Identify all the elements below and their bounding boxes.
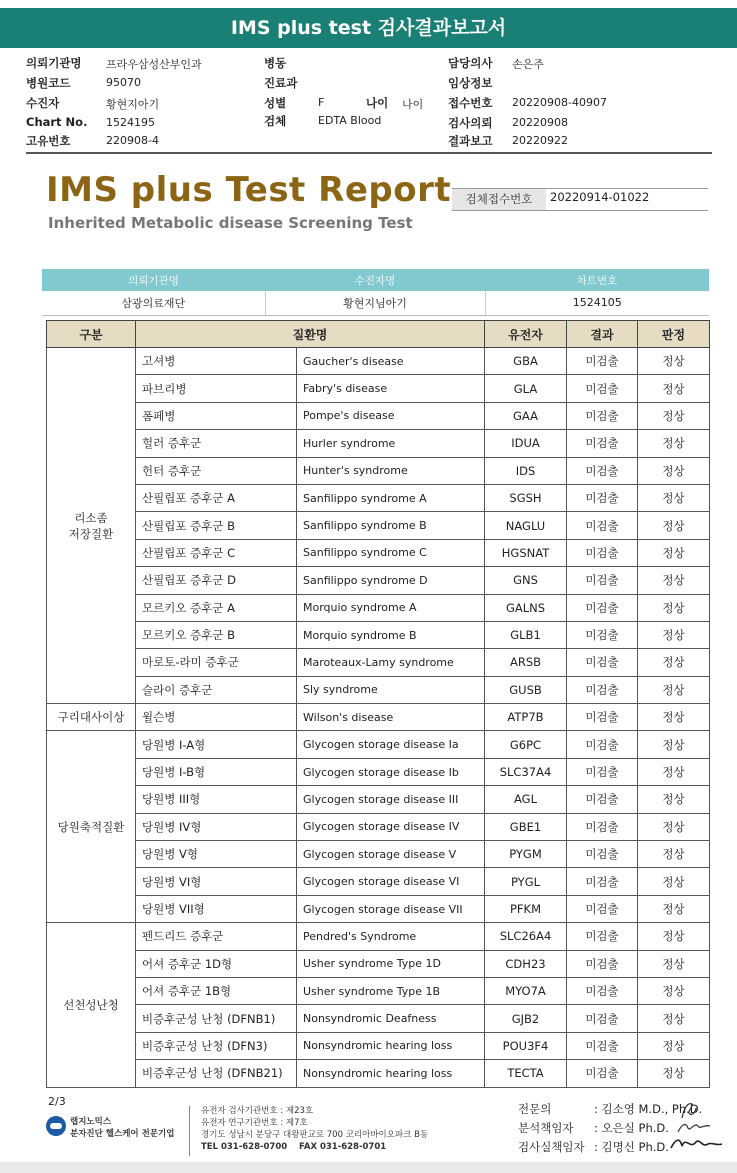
table-row — [47, 841, 710, 868]
result-cell: 미검출 — [567, 348, 638, 375]
result-cell: 미검출 — [567, 484, 638, 511]
disease-korean-cell: 폼페병 — [136, 402, 297, 429]
header-value: 20220908-40907 — [512, 96, 607, 109]
header-value: 20220908 — [512, 116, 568, 129]
verdict-cell: 정상 — [638, 539, 710, 566]
disease-korean-cell: 마로토-라미 증후군 — [136, 649, 297, 676]
signer-role: 분석책임자 — [518, 1121, 574, 1135]
signature-mark-icon — [668, 1134, 724, 1154]
disease-korean-cell: 비증후군성 난청 (DFN3) — [136, 1032, 297, 1059]
table-row — [47, 430, 710, 457]
patient-header: 수진자명 — [265, 269, 485, 291]
verdict-cell: 정상 — [638, 375, 710, 402]
result-cell: 미검출 — [567, 704, 638, 731]
gene-cell: GALNS — [485, 594, 567, 621]
disease-english-cell: Sly syndrome — [297, 676, 485, 703]
verdict-cell: 정상 — [638, 841, 710, 868]
verdict-cell: 정상 — [638, 594, 710, 621]
reception-label: 검체접수번호 — [452, 189, 546, 210]
logo-tagline: 분자진단 헬스케어 전문기업 — [70, 1129, 175, 1139]
org-line: 유전자 검사기관번호 : 제23호 — [201, 1106, 314, 1116]
patient-value: 1524105 — [485, 291, 709, 315]
table-row — [47, 731, 710, 758]
disease-korean-cell: 산필립포 증후군 B — [136, 512, 297, 539]
table-row — [47, 813, 710, 840]
gene-cell: GBA — [485, 348, 567, 375]
result-cell: 미검출 — [567, 758, 638, 785]
patient-header: 차트번호 — [485, 269, 709, 291]
result-cell: 미검출 — [567, 977, 638, 1004]
verdict-cell: 정상 — [638, 923, 710, 950]
gene-cell: PYGL — [485, 868, 567, 895]
gene-cell: ATP7B — [485, 704, 567, 731]
disease-english-cell: Nonsyndromic hearing loss — [297, 1060, 485, 1087]
header-value: F — [318, 96, 325, 109]
disease-korean-cell: 모르키오 증후군 B — [136, 621, 297, 648]
gene-cell: G6PC — [485, 731, 567, 758]
disease-english-cell: Maroteaux-Lamy syndrome — [297, 649, 485, 676]
signer-name: : 오은실 Ph.D. — [594, 1121, 669, 1135]
patient-header: 의뢰기관명 — [42, 269, 265, 291]
specimen-reception-box — [452, 188, 708, 211]
result-cell: 미검출 — [567, 512, 638, 539]
page-number: 2/3 — [48, 1095, 66, 1108]
col-header-gene: 유전자 — [485, 321, 567, 348]
reception-value: 20220914-01022 — [550, 190, 650, 204]
table-row — [47, 977, 710, 1004]
header-label: 진료과 — [264, 76, 298, 90]
result-cell: 미검출 — [567, 430, 638, 457]
disease-english-cell: Morquio syndrome B — [297, 621, 485, 648]
patient-value: 황현지님아기 — [265, 291, 485, 315]
gene-cell: GLB1 — [485, 621, 567, 648]
disease-korean-cell: 당원병 V형 — [136, 841, 297, 868]
verdict-cell: 정상 — [638, 484, 710, 511]
gene-cell: AGL — [485, 786, 567, 813]
header-label: 접수번호 — [448, 96, 493, 110]
header-value: 나이 — [402, 98, 424, 111]
disease-english-cell: Pompe's disease — [297, 402, 485, 429]
disease-english-cell: Gaucher's disease — [297, 348, 485, 375]
col-header-disease: 질환명 — [136, 321, 485, 348]
disease-korean-cell: 비증후군성 난청 (DFNB21) — [136, 1060, 297, 1087]
disease-korean-cell: 당원병 I-A형 — [136, 731, 297, 758]
table-row — [47, 950, 710, 977]
verdict-cell: 정상 — [638, 950, 710, 977]
gene-cell: IDS — [485, 457, 567, 484]
gene-cell: SGSH — [485, 484, 567, 511]
disease-english-cell: Nonsyndromic Deafness — [297, 1005, 485, 1032]
signer-name: : 김소영 M.D., Ph.D. — [594, 1102, 703, 1116]
disease-korean-cell: 펜드리드 증후군 — [136, 923, 297, 950]
gene-cell: CDH23 — [485, 950, 567, 977]
org-fax: FAX 031-628-0701 — [299, 1142, 387, 1152]
result-cell: 미검출 — [567, 457, 638, 484]
category-cell: 선천성난청 — [47, 923, 136, 1087]
header-label: 검사의뢰 — [448, 116, 493, 130]
report-title: IMS plus Test Report — [46, 170, 452, 210]
verdict-cell: 정상 — [638, 758, 710, 785]
gene-cell: GLA — [485, 375, 567, 402]
org-info — [201, 1105, 428, 1153]
footer-divider — [189, 1106, 190, 1156]
table-row — [47, 895, 710, 922]
table-row — [47, 923, 710, 950]
header-label: 수진자 — [26, 96, 60, 110]
table-row — [47, 868, 710, 895]
gene-cell: PFKM — [485, 895, 567, 922]
category-cell: 구리대사이상 — [47, 704, 136, 731]
disease-korean-cell: 헐러 증후군 — [136, 430, 297, 457]
disease-korean-cell: 당원병 I-B형 — [136, 758, 297, 785]
result-cell: 미검출 — [567, 621, 638, 648]
result-cell: 미검출 — [567, 923, 638, 950]
signer-name: : 김명신 Ph.D. — [594, 1140, 669, 1154]
result-cell: 미검출 — [567, 895, 638, 922]
result-cell: 미검출 — [567, 402, 638, 429]
header-value: 프라우삼성산부인과 — [106, 58, 202, 71]
header-value: 220908-4 — [106, 134, 159, 147]
table-row — [47, 649, 710, 676]
disease-english-cell: Usher syndrome Type 1B — [297, 977, 485, 1004]
col-header-verdict: 판정 — [638, 321, 710, 348]
gene-cell: HGSNAT — [485, 539, 567, 566]
patient-summary-table — [42, 269, 709, 316]
disease-korean-cell: 산필립포 증후군 D — [136, 567, 297, 594]
disease-english-cell: Glycogen storage disease VII — [297, 895, 485, 922]
report-banner-title: IMS plus test 검사결과보고서 — [0, 8, 737, 48]
result-cell: 미검출 — [567, 1060, 638, 1087]
gene-cell: MYO7A — [485, 977, 567, 1004]
result-cell: 미검출 — [567, 786, 638, 813]
org-tel: TEL 031-628-0700 — [201, 1142, 288, 1152]
gene-cell: IDUA — [485, 430, 567, 457]
verdict-cell: 정상 — [638, 1032, 710, 1059]
disease-korean-cell: 고셔병 — [136, 348, 297, 375]
result-cell: 미검출 — [567, 731, 638, 758]
header-label: 병동 — [264, 56, 287, 70]
disease-korean-cell: 어셔 증후군 1B형 — [136, 977, 297, 1004]
header-divider — [26, 152, 712, 154]
logo-mark-icon — [46, 1116, 66, 1136]
table-row — [47, 676, 710, 703]
disease-korean-cell: 모르키오 증후군 A — [136, 594, 297, 621]
table-row — [47, 375, 710, 402]
result-cell: 미검출 — [567, 1005, 638, 1032]
header-value: 황현지아기 — [106, 98, 160, 111]
disease-english-cell: Wilson's disease — [297, 704, 485, 731]
disease-english-cell: Hunter's syndrome — [297, 457, 485, 484]
gene-cell: GBE1 — [485, 813, 567, 840]
result-cell: 미검출 — [567, 594, 638, 621]
header-label: 검체 — [264, 114, 287, 128]
header-label: 고유번호 — [26, 134, 71, 148]
results-table — [46, 320, 710, 1088]
verdict-cell: 정상 — [638, 1060, 710, 1087]
disease-english-cell: Pendred's Syndrome — [297, 923, 485, 950]
gene-cell: PYGM — [485, 841, 567, 868]
gene-cell: ARSB — [485, 649, 567, 676]
table-row — [47, 567, 710, 594]
verdict-cell: 정상 — [638, 457, 710, 484]
result-cell: 미검출 — [567, 841, 638, 868]
table-row — [47, 1060, 710, 1087]
table-row — [47, 1005, 710, 1032]
disease-english-cell: Usher syndrome Type 1D — [297, 950, 485, 977]
page-bottom-band — [0, 1162, 737, 1173]
disease-english-cell: Fabry's disease — [297, 375, 485, 402]
header-label: 병원코드 — [26, 76, 71, 90]
category-cell: 당원축적질환 — [47, 731, 136, 923]
verdict-cell: 정상 — [638, 731, 710, 758]
verdict-cell: 정상 — [638, 676, 710, 703]
header-label: 결과보고 — [448, 134, 493, 148]
verdict-cell: 정상 — [638, 512, 710, 539]
table-row — [47, 594, 710, 621]
disease-english-cell: Glycogen storage disease VI — [297, 868, 485, 895]
table-row — [47, 402, 710, 429]
result-cell: 미검출 — [567, 649, 638, 676]
disease-korean-cell: 산필립포 증후군 C — [136, 539, 297, 566]
disease-korean-cell: 어셔 증후군 1D형 — [136, 950, 297, 977]
patient-value: 삼광의료재단 — [42, 291, 265, 315]
disease-english-cell: Nonsyndromic hearing loss — [297, 1032, 485, 1059]
table-row — [47, 457, 710, 484]
result-cell: 미검출 — [567, 375, 638, 402]
verdict-cell: 정상 — [638, 868, 710, 895]
disease-english-cell: Sanfilippo syndrome A — [297, 484, 485, 511]
disease-english-cell: Sanfilippo syndrome D — [297, 567, 485, 594]
disease-korean-cell: 당원병 IV형 — [136, 813, 297, 840]
request-info-header — [26, 55, 716, 155]
verdict-cell: 정상 — [638, 649, 710, 676]
gene-cell: SLC26A4 — [485, 923, 567, 950]
table-row — [47, 348, 710, 375]
disease-english-cell: Glycogen storage disease III — [297, 786, 485, 813]
header-label: 담당의사 — [448, 56, 493, 70]
disease-korean-cell: 헌터 증후군 — [136, 457, 297, 484]
table-row — [47, 512, 710, 539]
disease-english-cell: Glycogen storage disease Ia — [297, 731, 485, 758]
verdict-cell: 정상 — [638, 786, 710, 813]
header-value: 95070 — [106, 76, 141, 89]
gene-cell: GAA — [485, 402, 567, 429]
disease-korean-cell: 윌슨병 — [136, 704, 297, 731]
table-row — [47, 1032, 710, 1059]
report-subtitle: Inherited Metabolic disease Screening Test — [48, 214, 413, 232]
header-value: EDTA Blood — [318, 114, 382, 127]
disease-korean-cell: 비증후군성 난청 (DFNB1) — [136, 1005, 297, 1032]
result-cell: 미검출 — [567, 868, 638, 895]
result-cell: 미검출 — [567, 1032, 638, 1059]
table-row — [47, 484, 710, 511]
header-value: 1524195 — [106, 116, 155, 129]
gene-cell: NAGLU — [485, 512, 567, 539]
gene-cell: GJB2 — [485, 1005, 567, 1032]
disease-korean-cell: 산필립포 증후군 A — [136, 484, 297, 511]
company-logo — [46, 1113, 186, 1143]
disease-korean-cell: 슬라이 증후군 — [136, 676, 297, 703]
header-label: 임상정보 — [448, 76, 493, 90]
result-cell: 미검출 — [567, 539, 638, 566]
header-label: 의뢰기관명 — [26, 56, 82, 70]
disease-english-cell: Morquio syndrome A — [297, 594, 485, 621]
org-line: 유전자 연구기관번호 : 제7호 — [201, 1118, 308, 1128]
table-row — [47, 621, 710, 648]
result-cell: 미검출 — [567, 950, 638, 977]
header-value: 20220922 — [512, 134, 568, 147]
result-cell: 미검출 — [567, 676, 638, 703]
table-row — [47, 758, 710, 785]
verdict-cell: 정상 — [638, 348, 710, 375]
header-value: 손은주 — [512, 58, 544, 71]
signer-role: 검사실책임자 — [518, 1140, 585, 1154]
disease-korean-cell: 파브리병 — [136, 375, 297, 402]
verdict-cell: 정상 — [638, 430, 710, 457]
disease-english-cell: Sanfilippo syndrome B — [297, 512, 485, 539]
result-cell: 미검출 — [567, 813, 638, 840]
col-header-result: 결과 — [567, 321, 638, 348]
gene-cell: POU3F4 — [485, 1032, 567, 1059]
disease-korean-cell: 당원병 VI형 — [136, 868, 297, 895]
disease-english-cell: Glycogen storage disease IV — [297, 813, 485, 840]
verdict-cell: 정상 — [638, 402, 710, 429]
table-row — [47, 704, 710, 731]
gene-cell: TECTA — [485, 1060, 567, 1087]
verdict-cell: 정상 — [638, 977, 710, 1004]
header-label: Chart No. — [26, 115, 88, 129]
category-cell: 리소좀 저장질환 — [47, 348, 136, 704]
gene-cell: SLC37A4 — [485, 758, 567, 785]
verdict-cell: 정상 — [638, 621, 710, 648]
verdict-cell: 정상 — [638, 704, 710, 731]
result-cell: 미검출 — [567, 567, 638, 594]
disease-english-cell: Hurler syndrome — [297, 430, 485, 457]
verdict-cell: 정상 — [638, 895, 710, 922]
disease-korean-cell: 당원병 III형 — [136, 786, 297, 813]
signer-role: 전문의 — [518, 1102, 552, 1116]
disease-english-cell: Glycogen storage disease V — [297, 841, 485, 868]
header-label: 나이 — [366, 96, 389, 110]
verdict-cell: 정상 — [638, 1005, 710, 1032]
logo-name: 랩지노믹스 — [70, 1117, 112, 1127]
disease-english-cell: Glycogen storage disease Ib — [297, 758, 485, 785]
header-label: 성별 — [264, 96, 287, 110]
results-body — [47, 348, 710, 1088]
gene-cell: GNS — [485, 567, 567, 594]
verdict-cell: 정상 — [638, 813, 710, 840]
disease-korean-cell: 당원병 VII형 — [136, 895, 297, 922]
verdict-cell: 정상 — [638, 567, 710, 594]
table-row — [47, 786, 710, 813]
org-line: 경기도 성남시 분당구 대왕판교로 700 코리아바이오파크 B동 — [201, 1130, 429, 1140]
disease-english-cell: Sanfilippo syndrome C — [297, 539, 485, 566]
col-header-category: 구분 — [47, 321, 136, 348]
gene-cell: GUSB — [485, 676, 567, 703]
table-row — [47, 539, 710, 566]
